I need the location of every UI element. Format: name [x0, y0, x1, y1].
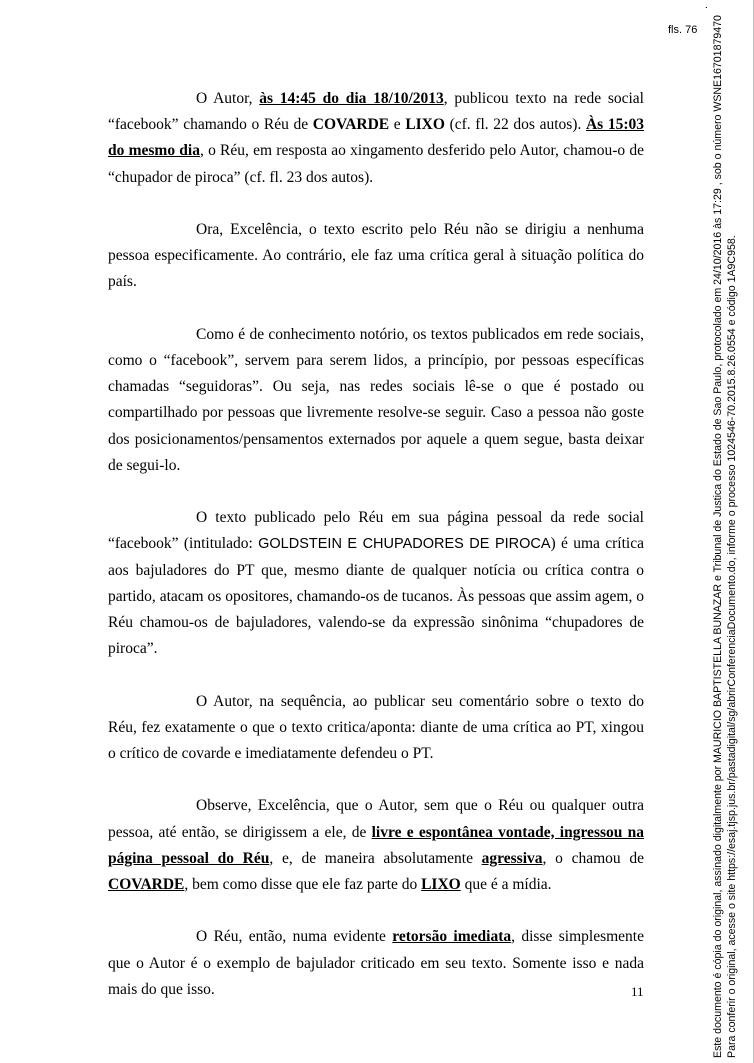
text: , disse simplesmente que o Autor é o exemplo de bajulador criticado em seu texto. Somente isso e nada mais do que isso. — [108, 928, 644, 998]
text: O Réu, então, numa evidente — [196, 928, 393, 946]
paragraph-6 — [108, 793, 644, 898]
paragraph-3: Como é de conhecimento notório, os textos publicados em rede sociais, como o “facebook”, servem para serem lidos, a princípio, por pessoas específicas chamadas “seguidoras”. Ou seja, nas redes sociais lê-se o que é postado ou compartilhado por pessoas que livremente resolve-se seguir. Caso a pessoa não goste dos posicionamentos/pensamentos externados por aquele a quem segue, basta deixar de segui-lo. — [108, 325, 644, 474]
text: (cf. fl. 22 dos autos). — [444, 116, 586, 134]
emphasis-lixo: LIXO — [421, 876, 461, 894]
text: , publicou texto na rede social “facebook” chamando o Réu de — [108, 90, 644, 134]
emphasis-covarde: COVARDE — [108, 876, 185, 894]
text: , o chamou de — [542, 849, 644, 867]
paragraph-5: O Autor, na sequência, ao publicar seu comentário sobre o texto do Réu, fez exatamente o que o texto critica/aponta: diante de uma crítica ao PT, xingou o crítico de covarde e imediatamente defendeu o PT. — [108, 692, 644, 763]
emphasis-covarde: COVARDE — [312, 116, 390, 134]
emphasis-time: às 14:45 do dia 18/10/2013 — [259, 90, 444, 107]
paragraph-1 — [108, 86, 644, 191]
text: que é a mídia. — [460, 876, 552, 894]
stamp-line-2: Para conferir o original, acesse o site https://esaj.tjsp.jus.br/pastadigital/sg/abrirConferenciaDocumento.do, informe o processo 1024546-70.2015.8.26.0554 e código 1A9C958. — [726, 235, 738, 1058]
text: e — [389, 116, 406, 134]
paragraph-4 — [108, 505, 644, 662]
text: , o Réu, em resposta ao xingamento desferido pelo Autor, chamou-o de “chupador de piroca” (cf. fl. 23 dos autos). — [108, 142, 644, 186]
page-number: 11 — [631, 984, 644, 999]
digital-signature-stamp — [698, 6, 739, 1058]
stamp-dot: . — [698, 6, 710, 9]
emphasis-agressiva: agressiva — [481, 849, 543, 867]
text: , e, de maneira absolutamente — [269, 849, 482, 867]
post-title: GOLDSTEIN E CHUPADORES DE PIROCA — [258, 536, 551, 553]
emphasis-time-2: Às 15:03 do mesmo dia — [108, 116, 644, 160]
paragraph-2: Ora, Excelência, o texto escrito pelo Réu não se dirigiu a nenhuma pessoa especificamente. Ao contrário, ele faz uma crítica geral à situação política do país. — [108, 221, 644, 291]
text: O Autor, — [196, 90, 260, 107]
text: ) é uma crítica aos bajuladores do PT que, mesmo diante de qualquer notícia ou crítica contra o partido, atacam os opositores, chamando-os de tucanos. Às pessoas que assim agem, o Réu chamou-os de bajuladores, valendo-se da expressão sinônima “chupadores de piroca”. — [108, 535, 644, 658]
text: Observe, Excelência, que o Autor, sem que o Réu ou qualquer outra pessoa, até então, se dirigissem a ele, de — [108, 797, 644, 841]
emphasis-retorsao: retorsão imediata — [392, 928, 512, 946]
document-body — [108, 86, 644, 1029]
emphasis-livre: livre e espontânea vontade, ingressou na página pessoal do Réu — [108, 823, 644, 867]
paragraph-7 — [108, 924, 644, 1003]
page-folio: fls. 76 — [668, 24, 698, 36]
text: O texto publicado pelo Réu em sua página pessoal da rede social “facebook” (intitulado: — [108, 509, 644, 553]
stamp-line-1: Este documento é cópia do original, assinado digitalmente por MAURICIO BAPTISTELLA BUNAZAR e Tribunal de Justica do Estado de Sao Paulo, protocolado em 24/10/2016 às 17:29 , sob o número WSNE16701879470 — [712, 15, 724, 1058]
emphasis-lixo: LIXO — [405, 116, 445, 134]
text: , bem como disse que ele faz parte do — [184, 876, 422, 894]
